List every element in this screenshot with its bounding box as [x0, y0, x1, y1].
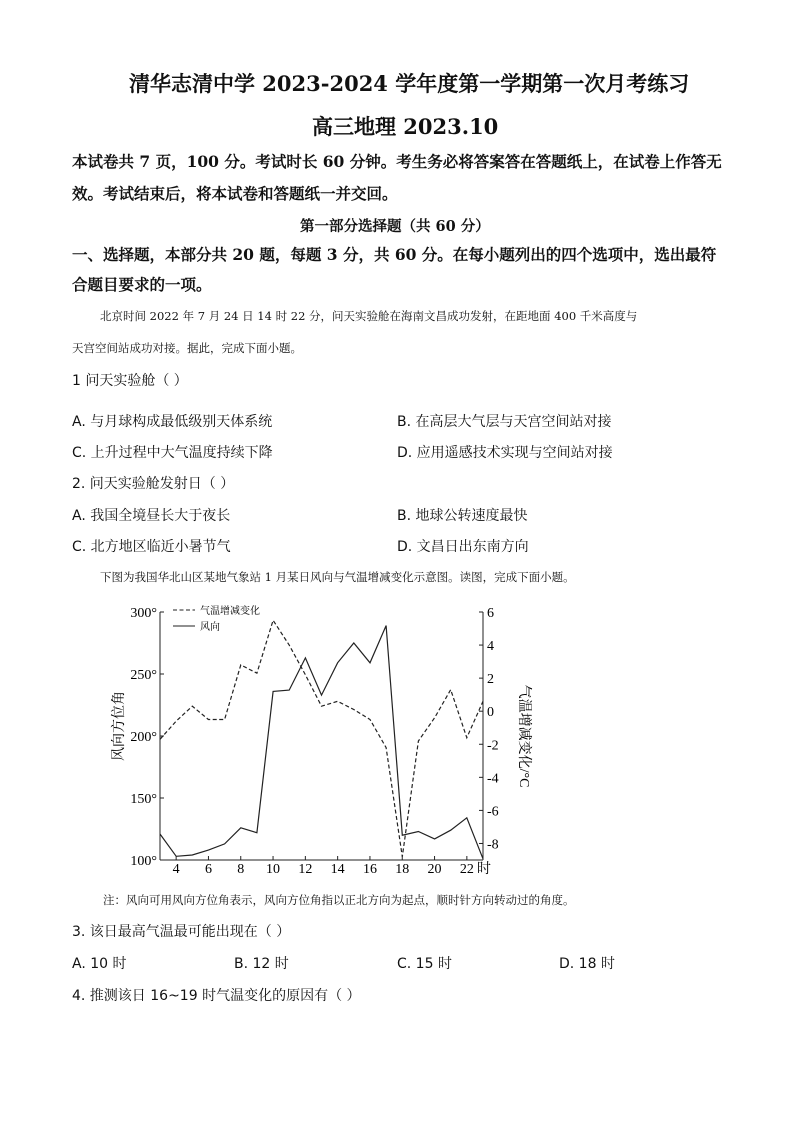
part1-heading: 第一部分选择题（共 60 分） [300, 218, 490, 235]
question-1-option-a[interactable]: A. 与月球构成最低级别天体系统 [72, 414, 273, 430]
x-axis-unit: 时 [477, 862, 491, 877]
question-4-stem: 4. 推测该日 16~19 时气温变化的原因有（ ） [72, 988, 361, 1004]
x-tick-label: 6 [204, 862, 212, 877]
y-left-tick-label: 200° [130, 730, 157, 745]
y-axis-left-label: 风向方位角 [112, 691, 127, 761]
y-left-tick-label: 250° [130, 668, 157, 683]
question-3-option-b[interactable]: B. 12 时 [234, 956, 289, 972]
x-tick-label: 8 [237, 862, 245, 877]
question-2-option-b[interactable]: B. 地球公转速度最快 [397, 508, 528, 524]
instructions-line-1: 本试卷共 7 页，100 分。考试时长 60 分钟。考生务必将答案答在答题纸上，在试卷上作答无 [72, 152, 722, 171]
wind-direction-series-line [160, 626, 483, 859]
y-right-tick-label: -6 [487, 804, 499, 820]
x-tick-label: 12 [298, 862, 313, 877]
chart-axes [160, 612, 483, 860]
passage-1-line-1: 北京时间 2022 年 7 月 24 日 14 时 22 分，问天实验舱在海南文昌成功发射，在距地面 400 千米高度与 [100, 309, 638, 323]
y-left-tick-label: 150° [130, 792, 157, 807]
question-3-stem: 3. 该日最高气温最可能出现在（ ） [72, 924, 291, 940]
question-1-option-c[interactable]: C. 上升过程中大气温度持续下降 [72, 445, 273, 461]
chart-marks [130, 606, 498, 877]
question-3-option-c[interactable]: C. 15 时 [397, 956, 452, 972]
page-subtitle: 高三地理 2023.10 [312, 114, 499, 139]
page-title: 清华志清中学 2023-2024 学年度第一学期第一次月考练习 [129, 71, 690, 96]
passage-1-line-2: 天宫空间站成功对接。据此，完成下面小题。 [72, 341, 302, 355]
question-2-stem: 2. 问天实验舱发射日（ ） [72, 476, 235, 492]
y-right-tick-label: 0 [487, 705, 494, 721]
instructions-line-2: 效。考试结束后，将本试卷和答题纸一并交回。 [72, 184, 398, 203]
passage-2-line-1: 下图为我国华北山区某地气象站 1 月某日风向与气温增减变化示意图。读图，完成下面小题。 [100, 570, 575, 584]
question-1-stem: 1 问天实验舱（ ） [72, 373, 188, 389]
question-3-option-d[interactable]: D. 18 时 [559, 956, 615, 972]
wind-temperature-chart [110, 596, 531, 881]
x-tick-label: 22 [459, 862, 474, 877]
temperature-change-series-line [160, 620, 483, 856]
y-right-tick-label: 2 [487, 672, 494, 688]
y-right-tick-label: -2 [487, 738, 499, 754]
x-tick-label: 18 [395, 862, 410, 877]
question-2-option-a[interactable]: A. 我国全境昼长大于夜长 [72, 508, 231, 524]
question-2-option-d[interactable]: D. 文昌日出东南方向 [397, 539, 529, 555]
legend-wind-label: 风向 [200, 622, 220, 633]
x-tick-label: 14 [330, 862, 345, 877]
x-tick-label: 16 [362, 862, 377, 877]
part1-intro-line-2: 合题目要求的一项。 [72, 275, 212, 294]
x-tick-label: 20 [427, 862, 442, 877]
question-3-option-a[interactable]: A. 10 时 [72, 956, 127, 972]
legend-temperature-label: 气温增减变化 [200, 606, 260, 617]
y-right-tick-label: -8 [487, 837, 499, 853]
x-tick-label: 10 [266, 862, 281, 877]
x-tick-label: 4 [172, 862, 180, 877]
y-left-tick-label: 300° [130, 606, 157, 621]
question-2-option-c[interactable]: C. 北方地区临近小暑节气 [72, 539, 231, 555]
part1-intro-line-1: 一、选择题，本部分共 20 题，每题 3 分，共 60 分。在每小题列出的四个选项中，选出最符 [72, 245, 717, 264]
question-1-option-d[interactable]: D. 应用遥感技术实现与空间站对接 [397, 445, 613, 461]
y-left-tick-label: 100° [130, 854, 157, 869]
y-right-tick-label: 4 [487, 639, 494, 655]
y-right-tick-label: 6 [487, 606, 494, 621]
chart-note: 注：风向可用风向方位角表示，风向方位角指以正北方向为起点，顺时针方向转动过的角度。 [103, 893, 575, 907]
chart-legend [173, 604, 260, 633]
question-1-option-b[interactable]: B. 在高层大气层与天宫空间站对接 [397, 414, 612, 430]
y-axis-right-label: 气温增减变化/°C [516, 684, 531, 788]
y-right-tick-label: -4 [487, 771, 499, 787]
